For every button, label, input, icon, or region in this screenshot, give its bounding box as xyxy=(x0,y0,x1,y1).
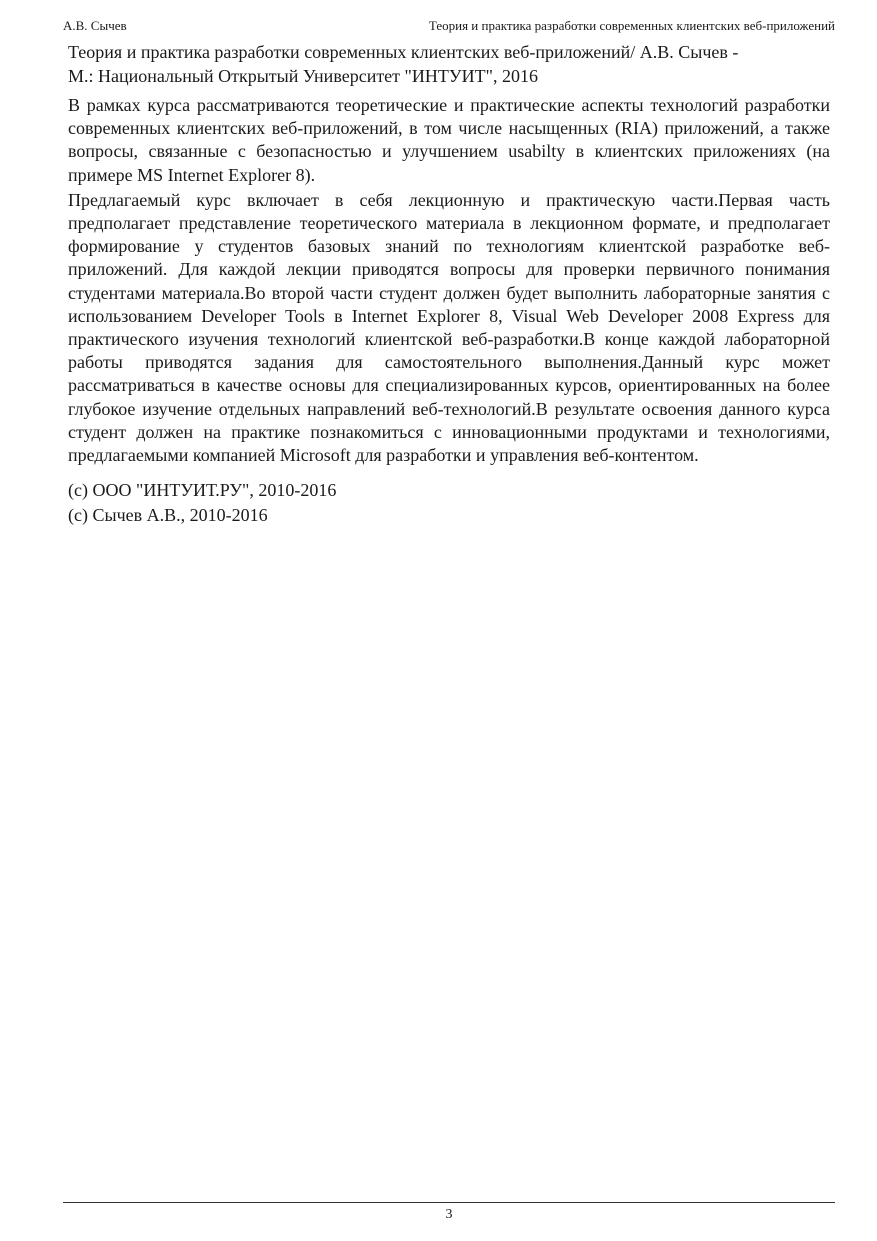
abstract-paragraph-1: В рамках курса рассматриваются теоретические и практические аспекты технологий разработки современных клиентских веб-приложений, в том числе насыщенных (RIA) приложений, а также вопросы, связанные с безопасностью и улучшением usabilty в клиентских приложениях (на примере MS Internet Explorer 8). xyxy=(68,95,830,185)
page-number: 3 xyxy=(445,1207,453,1222)
footer-divider xyxy=(63,1202,835,1203)
citation-line-1: Теория и практика разработки современных клиентских веб-приложений/ А.В. Сычев - xyxy=(68,42,739,62)
page-content xyxy=(68,40,830,527)
copyright-block xyxy=(68,478,830,527)
copyright-line-2: (c) Сычев А.В., 2010-2016 xyxy=(68,504,268,525)
running-header xyxy=(63,17,835,37)
header-title: Теория и практика разработки современных клиентских веб-приложений xyxy=(428,18,835,33)
copyright-line-1: (c) ООО "ИНТУИТ.РУ", 2010-2016 xyxy=(68,480,337,501)
citation-line-2: М.: Национальный Открытый Университет "ИНТУИТ", 2016 xyxy=(68,66,538,86)
bibliographic-citation xyxy=(68,40,830,88)
abstract-paragraph-2: Предлагаемый курс включает в себя лекционную и практическую части.Первая часть предполагает представление теоретического материала в лекционном формате, и предполагает формирование у студентов базовых знаний по технологиям клиентской разработке веб-приложений. Для каждой лекции приводятся вопросы для проверки первичного понимания студентами материала.Во второй части студент должен будет выполнить лабораторные занятия с использованием Developer Tools в Internet Explorer 8, Visual Web Developer 2008 Express для практического изучения технологий клиентской веб-разработки.В конце каждой лабораторной работы приводятся задания для самостоятельного выполнения.Данный курс может рассматриваться в качестве основы для специализированных курсов, ориентированных на более глубокое изучение отдельных направлений веб-технологий.В результате освоения данного курса студент должен на практике познакомиться с инновационными продуктами и технологиями, предлагаемыми компанией Microsoft для разработки и управления веб-контентом. xyxy=(68,189,830,466)
header-author: А.В. Сычев xyxy=(63,18,127,33)
